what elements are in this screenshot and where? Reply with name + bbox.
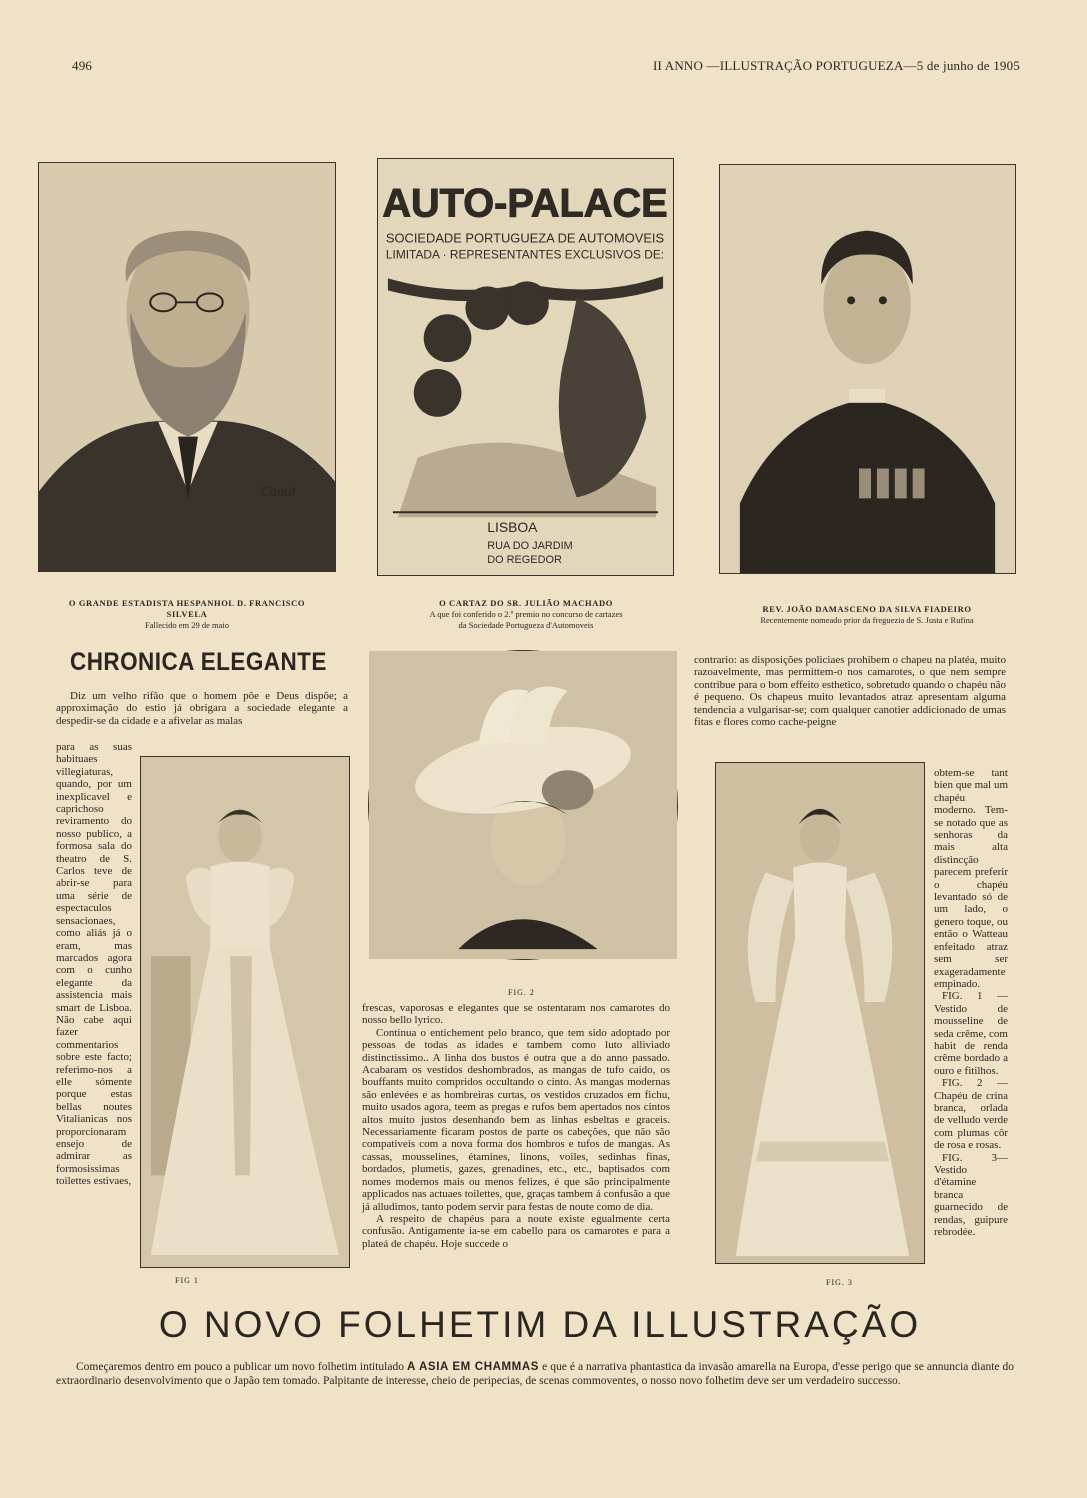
svg-text:SOCIEDADE PORTUGUEZA DE AUTOMO: SOCIEDADE PORTUGUEZA DE AUTOMOVEIS	[385, 230, 665, 246]
fig3-label: FIG. 3	[826, 1278, 853, 1287]
folhetim-text-before: Começaremos dentro em pouco a publicar um novo folhetim intitulado	[76, 1361, 404, 1373]
poster-auto-palace	[377, 158, 674, 576]
fig1-label: FIG 1	[175, 1276, 199, 1285]
portrait-signature: Canol	[260, 485, 295, 500]
caption-fiadeiro-sub: Recentemente nomeado prior da freguezia de S. Justa e Rufina	[760, 615, 974, 625]
caption-silvela-line2: SILVELA	[166, 609, 208, 619]
svg-text:LIMITADA · REPRESENTANTES EXCL: LIMITADA · REPRESENTANTES EXCLUSIVOS DE:	[385, 247, 665, 262]
caption-fiadeiro	[708, 604, 1026, 626]
caption-fiadeiro-line1: REV. JOÃO DAMASCENO DA SILVA FIADEIRO	[762, 604, 972, 614]
caption-silvela	[38, 598, 336, 631]
masthead: II ANNO —ILLUSTRAÇÃO PORTUGUEZA—5 de junho de 1905	[652, 58, 1020, 73]
portrait-silvela	[38, 162, 336, 572]
caption-poster-sub1: A que foi conferido o 2.º premio no concurso de cartazes	[429, 609, 623, 619]
chronica-intro	[56, 690, 348, 727]
chronica-right-column	[934, 767, 1008, 1239]
fig2-label: FIG. 2	[508, 988, 535, 997]
caption-silvela-line1: O GRANDE ESTADISTA HESPANHOL D. FRANCISCO	[68, 598, 306, 608]
folhetim-title: O NOVO FOLHETIM DA ILLUSTRAÇÃO	[158, 1304, 922, 1345]
fig1-dress-image	[141, 757, 349, 1267]
folhetim-text-after: e que é a narrativa phantastica da invasão amarella na Europa, d'esse perigo que se annuncia diante do extraordinario desenvolvimento que o Japão tem tomado. Palpitante de interesse, cheio de peripecias, de scenas commoventes, o nosso novo folhetim deve ser um verdadeiro successo.	[56, 1361, 1015, 1387]
chronica-right-top-text: contrario: as disposições policiaes prohibem o chapeu na platéa, muito razoavelmente, mas permittem-o nos camarotes, o que nem sempre contribue para o bom effeito esthetico, sobretudo quando o chapéu não é pequeno. Os chapeus muito levantados atraz apresentam alguma tendencia a vulgarisar-se; com qualquer canotier addicionado de umas fitas e flores como cache-peigne	[694, 654, 1006, 729]
poster-auto-palace-image	[378, 159, 673, 575]
chronica-left-text: para as suas habituaes villegiaturas, quando, por um inexplicavel e caprichoso reviramento do nosso publico, a formosa sala do theatro de S. Carlos teve de abrir-se para uma série de espectaculos sensacionaes, como aliás já o eram, mas marcados agora com o cunho elegante da assistencia mais smart de Lisboa. Não cabe aqui fazer commentarios sobre este facto; referimo-nos a elle sómente porque estas bellas noutes Vitalianicas nos proporcionaram ensejo de admirar as formosissimas toilettes estivaes,	[56, 741, 132, 1188]
svg-text:LISBOA: LISBOA	[487, 519, 538, 536]
fig2-hat-photo	[368, 650, 678, 960]
fig2-hat-image	[369, 651, 677, 959]
svg-text:AUTO-PALACE: AUTO-PALACE	[382, 181, 668, 226]
chronica-right-top	[694, 654, 1006, 728]
fig3-dress-photo	[715, 762, 925, 1264]
fig1-dress-photo	[140, 756, 350, 1268]
portrait-fiadeiro	[719, 164, 1016, 574]
caption-silvela-sub: Fallecido em 29 de maio	[144, 620, 230, 630]
chronica-title: CHRONICA ELEGANTE	[70, 648, 327, 676]
portrait-fiadeiro-image	[720, 165, 1015, 573]
chronica-mid-p1: frescas, vaporosas e elegantes que se ostentaram nos camarotes do nosso bello lyrico.	[362, 1002, 670, 1027]
chronica-intro-text: Diz um velho rifão que o homem põe e Deus dispõe; a approximação do estio já obrigara a sociedade elegante a despedir-se da cidade e a afivelar as malas	[56, 690, 348, 727]
page-number: 496	[72, 58, 93, 73]
chronica-right-text: obtem-se tant bien que mal um chapéu moderno. Tem-se notado que as senhoras da mais alta distincção parecem preferir o chapéu levantado só de um lado, o genero toque, ou então o Watteau enfeitado atraz sem ser exageradamente empinado.	[934, 767, 1008, 990]
caption-poster	[370, 598, 682, 631]
svg-text:DO REGEDOR: DO REGEDOR	[487, 554, 562, 567]
fig3-description: FIG. 3—Vestido d'étamine branca guarnecido de rendas, guipure rebrodée.	[934, 1151, 1008, 1239]
folhetim-book-title: A ASIA EM CHAMMAS	[407, 1361, 540, 1373]
chronica-mid-p3: A respeito de chapéus para a noute existe egualmente certa confusão. Antigamente ia-se em cabello para os camarotes e para a plateá de chapéu. Hoje succede o	[362, 1212, 670, 1250]
chronica-left-column	[56, 741, 132, 1188]
caption-poster-line1: O CARTAZ DO SR. JULIÃO MACHADO	[439, 598, 613, 608]
fig1-description: FIG. 1 — Vestido de mousseline de seda crême, com habit de renda crême bordado a ouro e fitilhos.	[934, 990, 1008, 1077]
chronica-middle-column	[362, 1002, 670, 1250]
chronica-mid-p2: Continua o entichement pelo branco, que tem sido adoptado por pessoas de todas as idades e tambem como luto alliviado distinctissimo.. A linha dos bustos é outra que a do anno passado. Acabaram os vestidos deshombrados, as mangas de tufo caido, os bouffants muito compridos occultando o cinto. As mangas modernas são enlevées e as hombreiras curtas, os vestidos cruzados em fichu, muito usados agora, teem as pregas e rufos bem apertados nos cintos altos muito justos desenhando bem as linhas esbeltas e graceis. Necessariamente ficaram postos de parte os cabeções, que não são compativeis com a nova forma dos hombros e tufos de mangas. As cassas, mousselines, étamines, linons, voiles, sedinhas finas, bordados, plumetis, gazes, grenadines, etc., etc., baptisados com nomes modernos mais ou menos felizes, é que são principalmente applicados nas actuaes toilettes, que, graças tambem á confusão a que já alludimos, tanto podem servir para festas de noute como de dia.	[362, 1026, 670, 1213]
svg-text:RUA DO JARDIM: RUA DO JARDIM	[487, 540, 573, 553]
caption-poster-sub2: da Sociedade Portugueza d'Automoveis	[458, 620, 594, 630]
fig3-dress-image	[716, 763, 924, 1263]
fig2-description: FIG. 2 — Chapéu de crina branca, orlada de velludo verde com plumas côr de rosa e rosas.	[934, 1077, 1008, 1152]
folhetim-announcement	[56, 1360, 1014, 1388]
portrait-silvela-image	[39, 163, 335, 571]
